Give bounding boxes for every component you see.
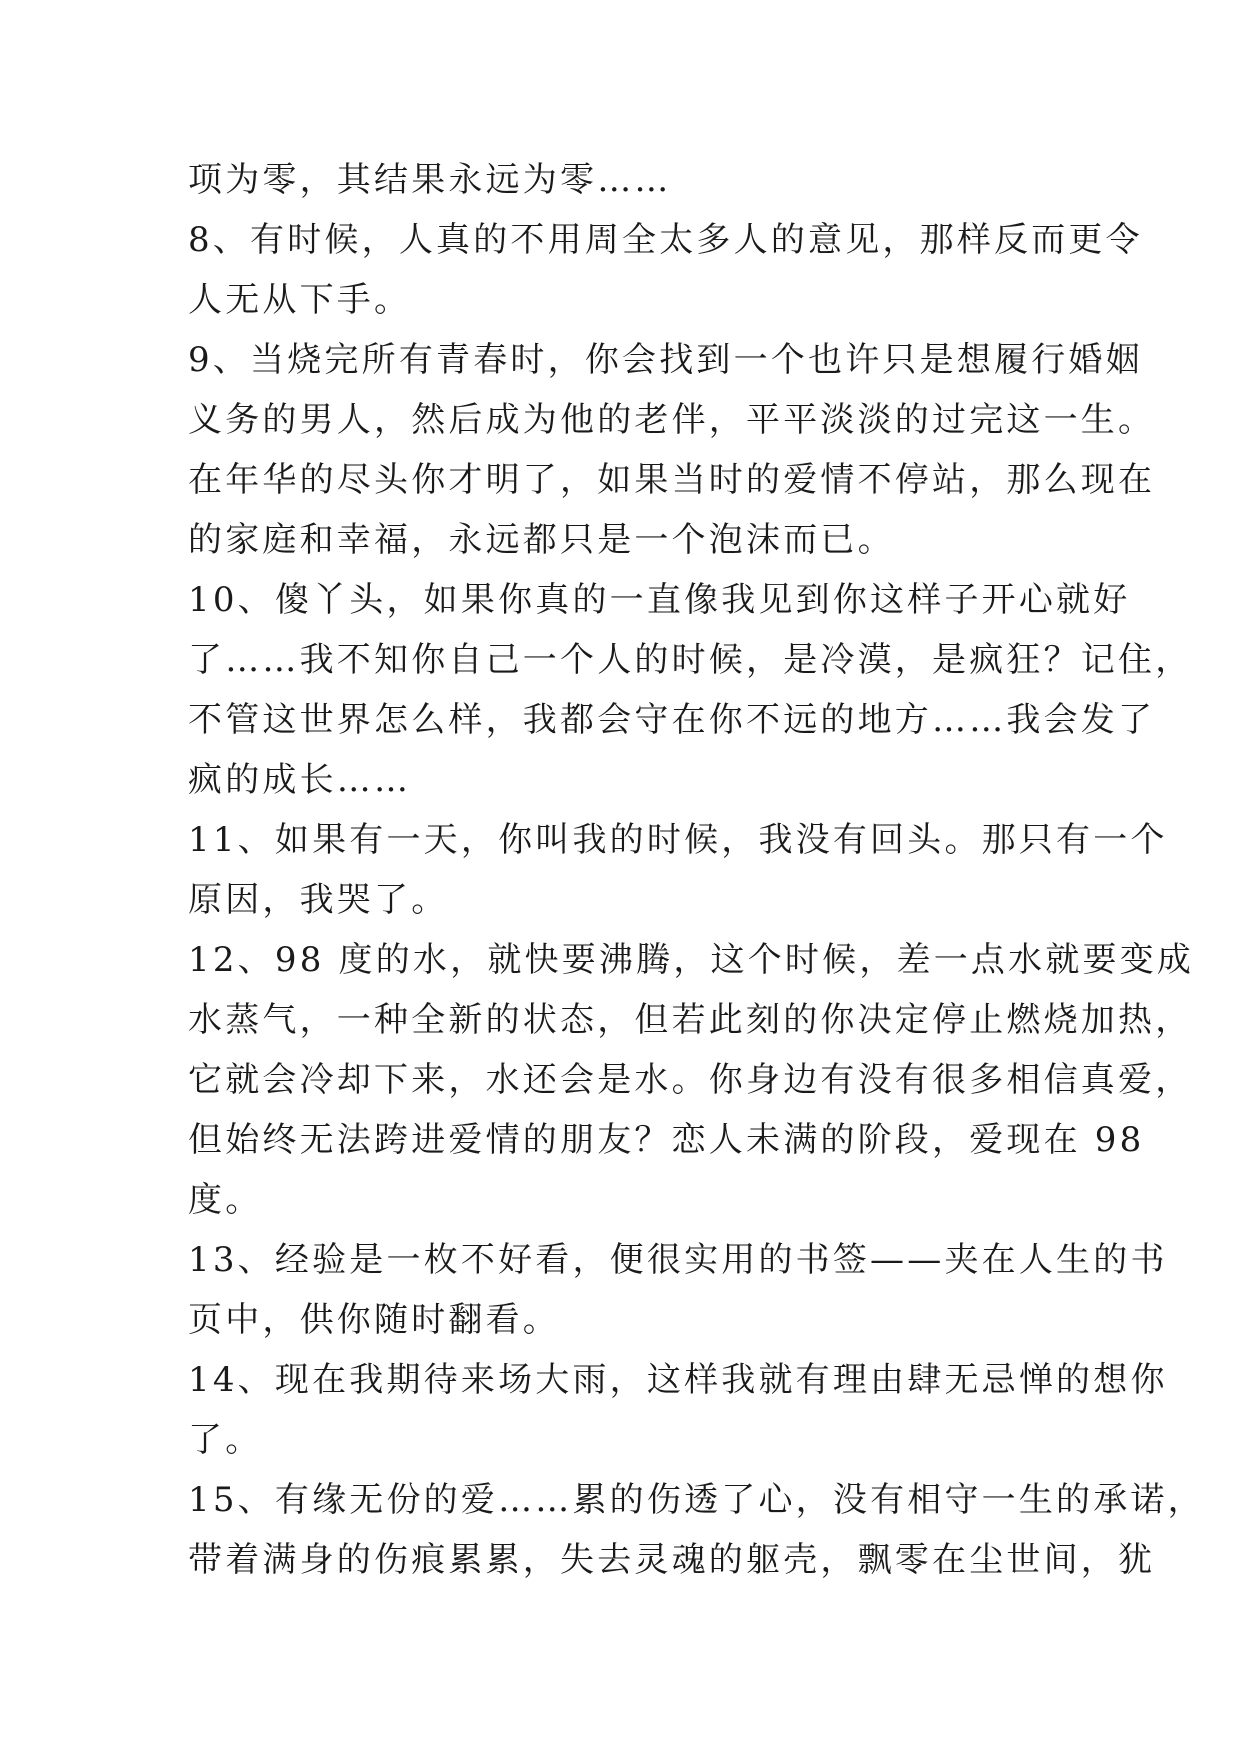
- text-line: 它就会冷却下来，水还会是水。你身边有没有很多相信真爱，: [188, 1060, 1193, 1100]
- text-line: 13、经验是一枚不好看，便很实用的书签——夹在人生的书: [188, 1240, 1168, 1280]
- text-line: 度。: [188, 1180, 263, 1220]
- text-line: 9、当烧完所有青春时，你会找到一个也许只是想履行婚姻: [188, 340, 1143, 380]
- text-line: 8、有时候，人真的不用周全太多人的意见，那样反而更令: [188, 220, 1143, 260]
- text-line: 义务的男人，然后成为他的老伴，平平淡淡的过完这一生。: [188, 400, 1156, 440]
- text-line: 但始终无法跨进爱情的朋友？恋人未满的阶段，爱现在 98: [188, 1120, 1145, 1160]
- text-line: 12、98 度的水，就快要沸腾，这个时候，差一点水就要变成: [188, 940, 1195, 980]
- text-line: 在年华的尽头你才明了，如果当时的爱情不停站，那么现在: [188, 460, 1156, 500]
- text-line: 原因，我哭了。: [188, 880, 449, 920]
- text-line: 的家庭和幸福，永远都只是一个泡沫而已。: [188, 520, 895, 560]
- text-line: 不管这世界怎么样，我都会守在你不远的地方……我会发了: [188, 700, 1156, 740]
- text-line: 14、现在我期待来场大雨，这样我就有理由肆无忌惮的想你: [188, 1360, 1168, 1400]
- text-line: 项为零，其结果永远为零……: [188, 160, 672, 200]
- document-body: [188, 150, 1205, 1590]
- text-line: 10、傻丫头，如果你真的一直像我见到你这样子开心就好: [188, 580, 1131, 620]
- text-line: 带着满身的伤痕累累，失去灵魂的躯壳，飘零在尘世间，犹: [188, 1540, 1156, 1580]
- text-line: 15、有缘无份的爱……累的伤透了心，没有相守一生的承诺，: [188, 1480, 1205, 1520]
- text-line: 11、如果有一天，你叫我的时候，我没有回头。那只有一个: [188, 820, 1168, 860]
- text-line: 了……我不知你自己一个人的时候，是冷漠，是疯狂？记住，: [188, 640, 1193, 680]
- text-line: 疯的成长……: [188, 760, 412, 800]
- text-line: 了。: [188, 1420, 263, 1460]
- text-line: 页中，供你随时翻看。: [188, 1300, 560, 1340]
- text-line: 水蒸气，一种全新的状态，但若此刻的你决定停止燃烧加热，: [188, 1000, 1193, 1040]
- text-line: 人无从下手。: [188, 280, 412, 320]
